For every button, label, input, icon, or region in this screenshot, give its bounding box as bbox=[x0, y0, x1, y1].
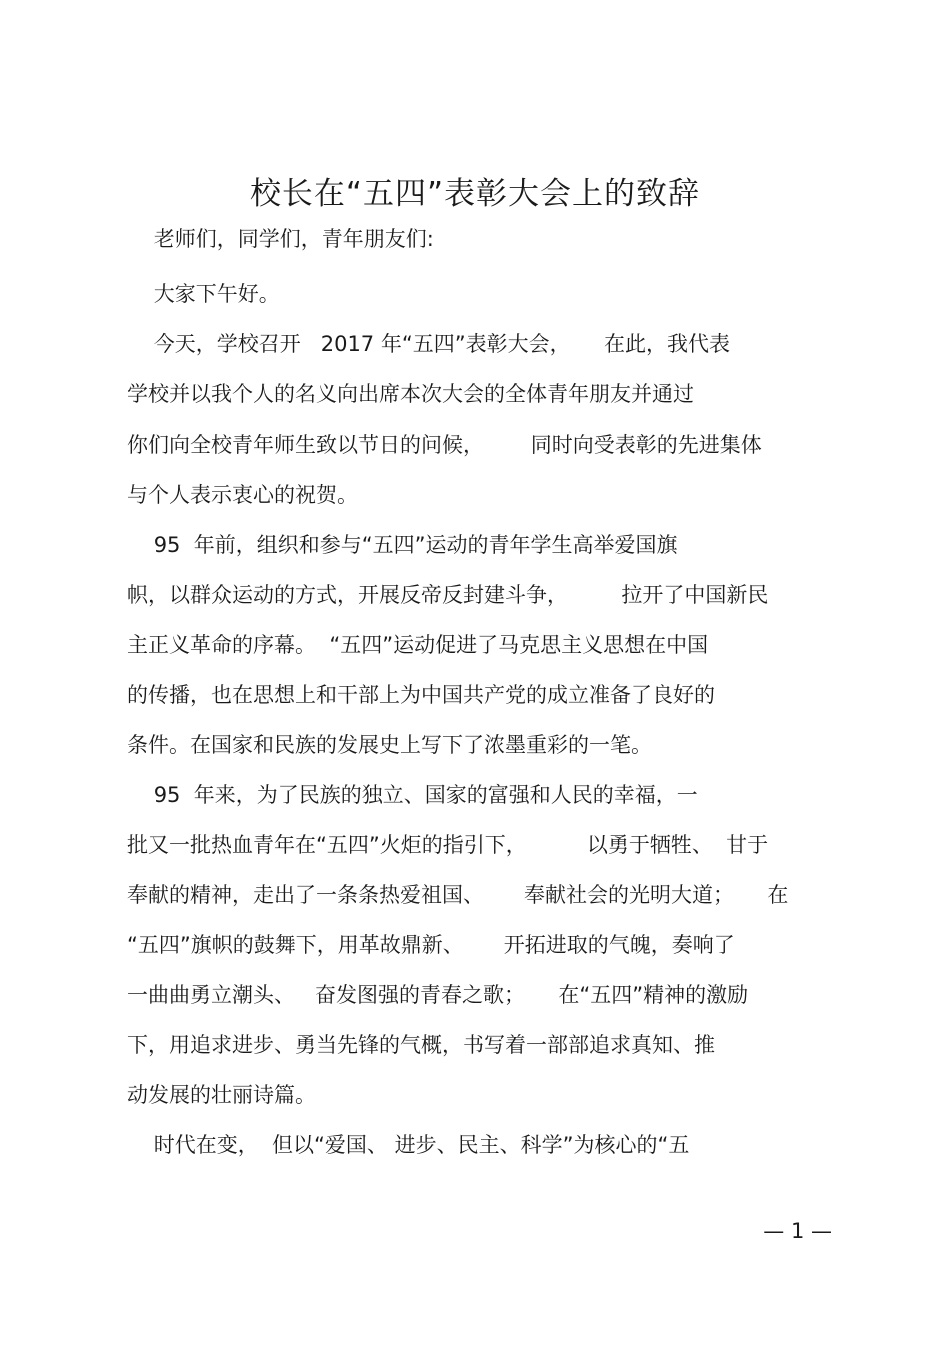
text-line: 的传播，也在思想上和干部上为中国共产党的成立准备了良好的 bbox=[127, 683, 715, 707]
document-title: 校长在“五四”表彰大会上的致辞 bbox=[249, 176, 701, 212]
text-line: 时代在变， 但以“爱国、 进步、民主、科学”为核心的“五 bbox=[127, 1133, 690, 1157]
text-line: 老师们，同学们，青年朋友们: bbox=[127, 227, 434, 251]
page-number: — 1 — bbox=[763, 1219, 832, 1243]
text-line: 动发展的壮丽诗篇。 bbox=[127, 1083, 316, 1107]
text-line: 大家下午好。 bbox=[127, 282, 280, 306]
text-line: 帜，以群众运动的方式，开展反帝反封建斗争， 拉开了中国新民 bbox=[127, 583, 769, 607]
text-line: 条件。在国家和民族的发展史上写下了浓墨重彩的一笔。 bbox=[127, 733, 652, 757]
text-line: 与个人表示衷心的祝贺。 bbox=[127, 483, 358, 507]
text-line: 今天，学校召开 2017 年“五四”表彰大会， 在此，我代表 bbox=[127, 332, 730, 356]
text-line: 主正义革命的序幕。 “五四”运动促进了马克思主义思想在中国 bbox=[127, 633, 709, 657]
text-line: “五四”旗帜的鼓舞下，用革故鼎新、 开拓进取的气魄，奏响了 bbox=[127, 933, 735, 957]
text-line: 批又一批热血青年在“五四”火炬的指引下， 以勇于牺牲、 甘于 bbox=[127, 833, 769, 857]
text-line: 学校并以我个人的名义向出席本次大会的全体青年朋友并通过 bbox=[127, 382, 694, 406]
text-line: 95 年来，为了民族的独立、国家的富强和人民的幸福，一 bbox=[127, 783, 698, 807]
text-line: 奉献的精神，走出了一条条热爱祖国、 奉献社会的光明大道； 在 bbox=[127, 883, 789, 907]
text-line: 95 年前，组织和参与“五四”运动的青年学生高举爱国旗 bbox=[127, 533, 678, 557]
text-line: 一曲曲勇立潮头、 奋发图强的青春之歌； 在“五四”精神的激励 bbox=[127, 983, 749, 1007]
text-line: 下，用追求进步、勇当先锋的气概，书写着一部部追求真知、推 bbox=[127, 1033, 715, 1057]
text-line: 你们向全校青年师生致以节日的问候， 同时向受表彰的先进集体 bbox=[127, 433, 762, 457]
